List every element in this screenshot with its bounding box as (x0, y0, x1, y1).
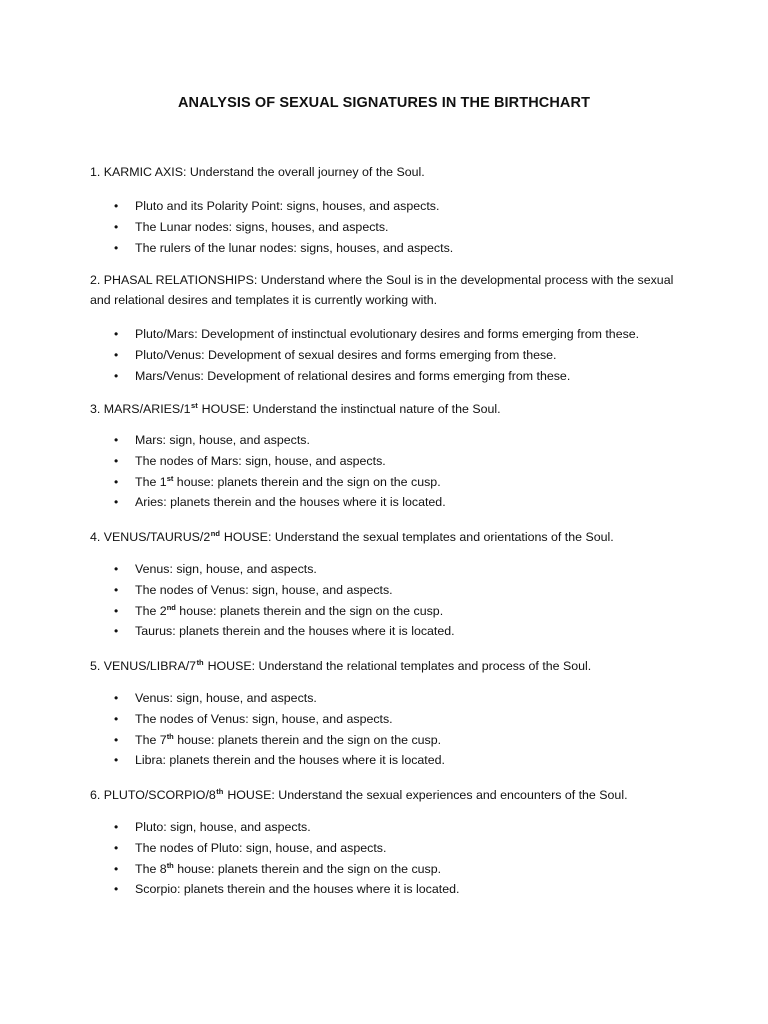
bullet-icon: • (114, 347, 119, 362)
bullet-list (90, 430, 680, 513)
list-item: • Pluto/Venus: Development of sexual desires and forms emerging from these. (90, 345, 680, 366)
bullet-icon: • (114, 327, 119, 341)
bullet-icon: • (114, 453, 119, 468)
list-item: • The nodes of Pluto: sign, house, and aspects. (90, 838, 680, 859)
bullet-icon: • (114, 495, 119, 510)
section-mars-aries-1st-house (90, 399, 680, 513)
bullet-icon: • (114, 582, 119, 597)
list-item: • Taurus: planets therein and the houses where it is located. (90, 621, 680, 642)
bullet-icon: • (114, 240, 119, 255)
bullet-icon: • (114, 624, 119, 639)
list-item: • Pluto/Mars: Development of instinctual evolutionary desires and forms emerging from these. (90, 324, 680, 345)
bullet-icon: • (114, 840, 119, 855)
list-item: • Pluto: sign, house, and aspects. (90, 817, 680, 838)
bullet-icon: • (114, 820, 119, 834)
bullet-icon: • (114, 711, 119, 726)
list-item: • The nodes of Venus: sign, house, and aspects. (90, 580, 680, 601)
section-heading: 2. PHASAL RELATIONSHIPS: Understand where the Soul is in the developmental process with the sexual and relational desires and templates it is currently working with. (90, 273, 674, 307)
list-item: • The Lunar nodes: signs, houses, and aspects. (90, 217, 680, 238)
section-pluto-scorpio-8th-house (90, 785, 680, 900)
section-venus-taurus-2nd-house (90, 527, 680, 642)
list-item: • Venus: sign, house, and aspects. (90, 559, 680, 580)
list-item: • The rulers of the lunar nodes: signs, houses, and aspects. (90, 238, 680, 259)
list-item: • Aries: planets therein and the houses where it is located. (90, 492, 680, 513)
bullet-icon: • (114, 732, 119, 747)
bullet-icon: • (114, 562, 119, 576)
bullet-list (90, 688, 680, 771)
bullet-list (90, 817, 680, 900)
bullet-icon: • (114, 474, 119, 489)
bullet-icon: • (114, 753, 119, 768)
list-item: • The nodes of Mars: sign, house, and aspects. (90, 451, 680, 472)
bullet-list (90, 559, 680, 642)
section-heading: 1. KARMIC AXIS: Understand the overall journey of the Soul. (90, 165, 425, 179)
list-item: • Mars/Venus: Development of relational desires and forms emerging from these. (90, 366, 680, 387)
list-item: • The 1st house: planets therein and the sign on the cusp. (90, 472, 680, 493)
bullet-icon: • (114, 368, 119, 383)
bullet-list (90, 324, 680, 386)
list-item: • The 2nd house: planets therein and the sign on the cusp. (90, 601, 680, 622)
bullet-icon: • (114, 861, 119, 876)
section-heading: 4. VENUS/TAURUS/2nd HOUSE: Understand the sexual templates and orientations of the Soul. (90, 529, 614, 544)
bullet-icon: • (114, 433, 119, 447)
page-title: ANALYSIS OF SEXUAL SIGNATURES IN THE BIRTHCHART (177, 95, 591, 111)
list-item: • Venus: sign, house, and aspects. (90, 688, 680, 709)
bullet-icon: • (114, 603, 119, 618)
list-item: • Libra: planets therein and the houses where it is located. (90, 750, 680, 771)
section-phasal-relationships (90, 270, 680, 386)
list-item: • Scorpio: planets therein and the houses where it is located. (90, 879, 680, 900)
list-item: • The nodes of Venus: sign, house, and aspects. (90, 709, 680, 730)
bullet-list (90, 196, 680, 258)
bullet-icon: • (114, 882, 119, 897)
list-item: • The 7th house: planets therein and the sign on the cusp. (90, 730, 680, 751)
bullet-icon: • (114, 219, 119, 234)
section-heading: 5. VENUS/LIBRA/7th HOUSE: Understand the relational templates and process of the Soul. (90, 658, 592, 673)
bullet-icon: • (114, 199, 119, 213)
section-heading: 6. PLUTO/SCORPIO/8th HOUSE: Understand the sexual experiences and encounters of the Soul. (90, 787, 628, 802)
list-item: • Pluto and its Polarity Point: signs, houses, and aspects. (90, 196, 680, 217)
section-venus-libra-7th-house (90, 656, 680, 771)
section-karmic-axis (90, 162, 680, 258)
list-item: • Mars: sign, house, and aspects. (90, 430, 680, 451)
section-heading: 3. MARS/ARIES/1st HOUSE: Understand the instinctual nature of the Soul. (90, 401, 501, 416)
bullet-icon: • (114, 691, 119, 705)
list-item: • The 8th house: planets therein and the sign on the cusp. (90, 859, 680, 880)
